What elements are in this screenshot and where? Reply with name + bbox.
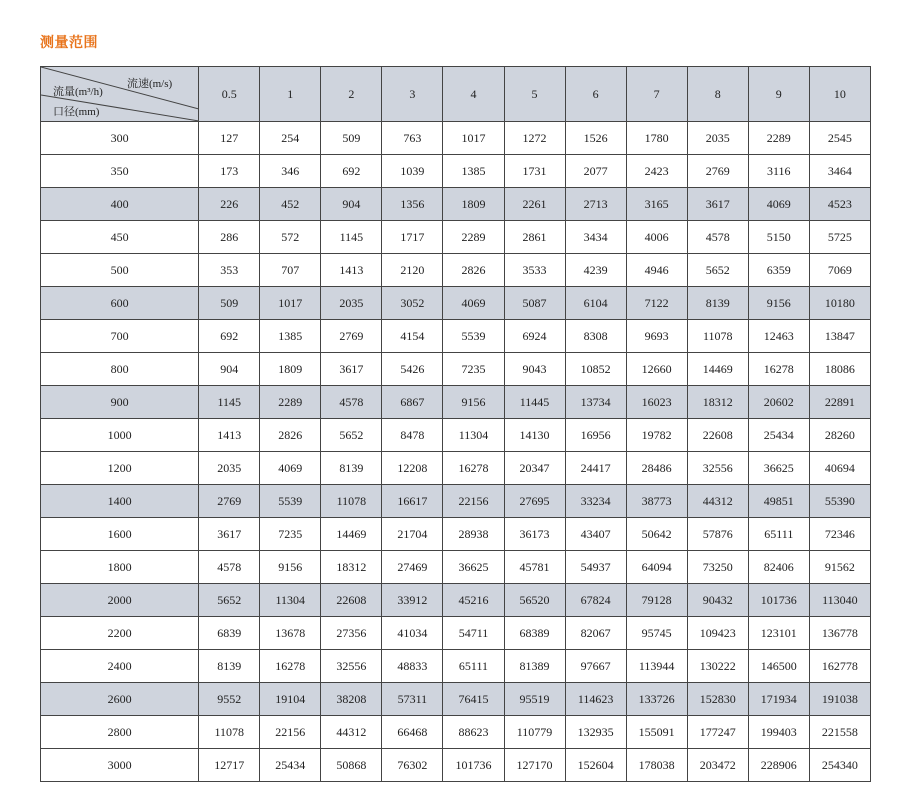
velocity-header-cell: 1 xyxy=(260,67,321,122)
table-row xyxy=(41,386,871,419)
flow-value-cell: 36173 xyxy=(504,518,565,551)
flow-value-cell: 67824 xyxy=(565,584,626,617)
flow-value-cell: 25434 xyxy=(260,749,321,782)
velocity-header-cell: 9 xyxy=(748,67,809,122)
flow-value-cell: 7235 xyxy=(443,353,504,386)
flow-value-cell: 904 xyxy=(321,188,382,221)
flow-value-cell: 22608 xyxy=(321,584,382,617)
flow-value-cell: 45216 xyxy=(443,584,504,617)
flow-value-cell: 76302 xyxy=(382,749,443,782)
flow-value-cell: 65111 xyxy=(443,650,504,683)
flow-value-cell: 45781 xyxy=(504,551,565,584)
table-row xyxy=(41,650,871,683)
table-row xyxy=(41,716,871,749)
table-row xyxy=(41,683,871,716)
flow-value-cell: 2261 xyxy=(504,188,565,221)
flow-value-cell: 43407 xyxy=(565,518,626,551)
flow-value-cell: 1413 xyxy=(199,419,260,452)
flow-value-cell: 114623 xyxy=(565,683,626,716)
flow-value-cell: 1272 xyxy=(504,122,565,155)
table-row xyxy=(41,584,871,617)
diameter-cell: 400 xyxy=(41,188,199,221)
velocity-header-cell: 7 xyxy=(626,67,687,122)
flow-value-cell: 178038 xyxy=(626,749,687,782)
flow-value-cell: 904 xyxy=(199,353,260,386)
flow-value-cell: 32556 xyxy=(321,650,382,683)
flow-value-cell: 3617 xyxy=(687,188,748,221)
flow-value-cell: 155091 xyxy=(626,716,687,749)
flow-value-cell: 66468 xyxy=(382,716,443,749)
flow-value-cell: 226 xyxy=(199,188,260,221)
flow-value-cell: 21704 xyxy=(382,518,443,551)
diameter-cell: 2800 xyxy=(41,716,199,749)
flow-value-cell: 4154 xyxy=(382,320,443,353)
velocity-header-cell: 5 xyxy=(504,67,565,122)
flow-value-cell: 9043 xyxy=(504,353,565,386)
flow-value-cell: 7122 xyxy=(626,287,687,320)
flow-value-cell: 20347 xyxy=(504,452,565,485)
flow-value-cell: 2035 xyxy=(199,452,260,485)
flow-value-cell: 221558 xyxy=(809,716,870,749)
flow-value-cell: 11078 xyxy=(321,485,382,518)
flow-value-cell: 113040 xyxy=(809,584,870,617)
flow-value-cell: 27356 xyxy=(321,617,382,650)
flow-value-cell: 11445 xyxy=(504,386,565,419)
flow-value-cell: 3533 xyxy=(504,254,565,287)
flow-value-cell: 38773 xyxy=(626,485,687,518)
diameter-axis-label: 口径(mm) xyxy=(53,106,100,118)
flow-value-cell: 16278 xyxy=(748,353,809,386)
flow-value-cell: 127 xyxy=(199,122,260,155)
flow-value-cell: 1809 xyxy=(260,353,321,386)
table-row xyxy=(41,155,871,188)
flow-value-cell: 1145 xyxy=(199,386,260,419)
flow-value-cell: 1385 xyxy=(260,320,321,353)
diameter-cell: 1400 xyxy=(41,485,199,518)
flow-value-cell: 171934 xyxy=(748,683,809,716)
flow-value-cell: 5652 xyxy=(687,254,748,287)
flow-value-cell: 2289 xyxy=(748,122,809,155)
flow-value-cell: 152604 xyxy=(565,749,626,782)
flow-value-cell: 4523 xyxy=(809,188,870,221)
flow-value-cell: 4946 xyxy=(626,254,687,287)
flow-value-cell: 16278 xyxy=(443,452,504,485)
flow-value-cell: 1039 xyxy=(382,155,443,188)
flow-value-cell: 12208 xyxy=(382,452,443,485)
flow-value-cell: 9693 xyxy=(626,320,687,353)
flow-value-cell: 123101 xyxy=(748,617,809,650)
flow-value-cell: 452 xyxy=(260,188,321,221)
flow-value-cell: 14469 xyxy=(321,518,382,551)
flow-value-cell: 2077 xyxy=(565,155,626,188)
flow-value-cell: 4578 xyxy=(687,221,748,254)
flow-value-cell: 5150 xyxy=(748,221,809,254)
flow-value-cell: 8139 xyxy=(199,650,260,683)
flow-value-cell: 11304 xyxy=(260,584,321,617)
flow-value-cell: 1526 xyxy=(565,122,626,155)
flow-value-cell: 127170 xyxy=(504,749,565,782)
flow-value-cell: 136778 xyxy=(809,617,870,650)
flow-value-cell: 40694 xyxy=(809,452,870,485)
flow-value-cell: 28486 xyxy=(626,452,687,485)
flow-value-cell: 2769 xyxy=(687,155,748,188)
flow-value-cell: 177247 xyxy=(687,716,748,749)
flow-value-cell: 44312 xyxy=(321,716,382,749)
flow-value-cell: 95519 xyxy=(504,683,565,716)
flow-value-cell: 4239 xyxy=(565,254,626,287)
velocity-header-cell: 0.5 xyxy=(199,67,260,122)
flow-value-cell: 27695 xyxy=(504,485,565,518)
flow-value-cell: 20602 xyxy=(748,386,809,419)
flow-value-cell: 54937 xyxy=(565,551,626,584)
flow-value-cell: 13678 xyxy=(260,617,321,650)
table-row xyxy=(41,617,871,650)
flow-value-cell: 68389 xyxy=(504,617,565,650)
flow-value-cell: 55390 xyxy=(809,485,870,518)
flow-value-cell: 2769 xyxy=(199,485,260,518)
flow-value-cell: 3052 xyxy=(382,287,443,320)
flow-value-cell: 5652 xyxy=(199,584,260,617)
flow-value-cell: 109423 xyxy=(687,617,748,650)
flow-value-cell: 22608 xyxy=(687,419,748,452)
flow-value-cell: 11304 xyxy=(443,419,504,452)
table-row xyxy=(41,518,871,551)
table-row xyxy=(41,485,871,518)
flow-value-cell: 3617 xyxy=(321,353,382,386)
flow-value-cell: 28260 xyxy=(809,419,870,452)
flow-value-cell: 4006 xyxy=(626,221,687,254)
flow-value-cell: 14469 xyxy=(687,353,748,386)
flow-value-cell: 3116 xyxy=(748,155,809,188)
flow-value-cell: 16278 xyxy=(260,650,321,683)
table-row xyxy=(41,254,871,287)
flow-value-cell: 56520 xyxy=(504,584,565,617)
flow-value-cell: 22156 xyxy=(260,716,321,749)
velocity-header-cell: 4 xyxy=(443,67,504,122)
flow-value-cell: 90432 xyxy=(687,584,748,617)
flow-value-cell: 9156 xyxy=(260,551,321,584)
diameter-cell: 1800 xyxy=(41,551,199,584)
flow-value-cell: 33912 xyxy=(382,584,443,617)
flow-value-cell: 50868 xyxy=(321,749,382,782)
diameter-cell: 300 xyxy=(41,122,199,155)
velocity-axis-label: 流速(m/s) xyxy=(126,78,173,90)
flow-value-cell: 13847 xyxy=(809,320,870,353)
flow-value-cell: 2289 xyxy=(260,386,321,419)
flow-value-cell: 6839 xyxy=(199,617,260,650)
flow-value-cell: 707 xyxy=(260,254,321,287)
flow-value-cell: 110779 xyxy=(504,716,565,749)
flow-value-cell: 28938 xyxy=(443,518,504,551)
diameter-cell: 3000 xyxy=(41,749,199,782)
flow-value-cell: 1731 xyxy=(504,155,565,188)
header-row xyxy=(41,67,871,122)
flow-value-cell: 19104 xyxy=(260,683,321,716)
flow-value-cell: 2826 xyxy=(443,254,504,287)
flow-value-cell: 5426 xyxy=(382,353,443,386)
flow-value-cell: 254 xyxy=(260,122,321,155)
flow-value-cell: 5539 xyxy=(260,485,321,518)
flow-value-cell: 146500 xyxy=(748,650,809,683)
flow-value-cell: 1809 xyxy=(443,188,504,221)
flow-value-cell: 73250 xyxy=(687,551,748,584)
flow-value-cell: 88623 xyxy=(443,716,504,749)
flow-value-cell: 76415 xyxy=(443,683,504,716)
flow-value-cell: 72346 xyxy=(809,518,870,551)
table-row xyxy=(41,419,871,452)
flow-value-cell: 33234 xyxy=(565,485,626,518)
flow-value-cell: 1413 xyxy=(321,254,382,287)
flow-value-cell: 13734 xyxy=(565,386,626,419)
flow-value-cell: 79128 xyxy=(626,584,687,617)
diameter-cell: 350 xyxy=(41,155,199,188)
flow-value-cell: 509 xyxy=(321,122,382,155)
flow-value-cell: 5652 xyxy=(321,419,382,452)
table-row xyxy=(41,749,871,782)
flow-value-cell: 10852 xyxy=(565,353,626,386)
velocity-header-cell: 6 xyxy=(565,67,626,122)
diameter-cell: 600 xyxy=(41,287,199,320)
flow-value-cell: 11078 xyxy=(199,716,260,749)
table-body xyxy=(41,122,871,782)
flow-value-cell: 2826 xyxy=(260,419,321,452)
flow-value-cell: 44312 xyxy=(687,485,748,518)
flow-value-cell: 9552 xyxy=(199,683,260,716)
flow-value-cell: 132935 xyxy=(565,716,626,749)
flow-value-cell: 91562 xyxy=(809,551,870,584)
flow-value-cell: 113944 xyxy=(626,650,687,683)
flow-value-cell: 4578 xyxy=(321,386,382,419)
table-row xyxy=(41,122,871,155)
flow-value-cell: 3165 xyxy=(626,188,687,221)
flow-value-cell: 36625 xyxy=(748,452,809,485)
flow-value-cell: 254340 xyxy=(809,749,870,782)
flow-value-cell: 6924 xyxy=(504,320,565,353)
flow-value-cell: 162778 xyxy=(809,650,870,683)
table-row xyxy=(41,353,871,386)
flow-value-cell: 509 xyxy=(199,287,260,320)
flow-value-cell: 692 xyxy=(199,320,260,353)
flow-value-cell: 3617 xyxy=(199,518,260,551)
flow-value-cell: 1385 xyxy=(443,155,504,188)
flow-value-cell: 1017 xyxy=(260,287,321,320)
velocity-header-cell: 2 xyxy=(321,67,382,122)
diameter-cell: 2600 xyxy=(41,683,199,716)
flow-value-cell: 10180 xyxy=(809,287,870,320)
flow-value-cell: 3464 xyxy=(809,155,870,188)
flow-value-cell: 38208 xyxy=(321,683,382,716)
flow-value-cell: 16617 xyxy=(382,485,443,518)
flow-value-cell: 4069 xyxy=(443,287,504,320)
velocity-header-cell: 3 xyxy=(382,67,443,122)
flow-value-cell: 228906 xyxy=(748,749,809,782)
flow-value-cell: 19782 xyxy=(626,419,687,452)
flow-value-cell: 25434 xyxy=(748,419,809,452)
flow-value-cell: 7069 xyxy=(809,254,870,287)
flow-value-cell: 36625 xyxy=(443,551,504,584)
flow-value-cell: 1017 xyxy=(443,122,504,155)
flow-value-cell: 2423 xyxy=(626,155,687,188)
flow-value-cell: 1717 xyxy=(382,221,443,254)
velocity-header-cell: 8 xyxy=(687,67,748,122)
section-title: 测量范围 xyxy=(40,35,98,51)
flow-value-cell: 12463 xyxy=(748,320,809,353)
flow-value-cell: 8139 xyxy=(321,452,382,485)
flow-value-cell: 57876 xyxy=(687,518,748,551)
flow-value-cell: 82406 xyxy=(748,551,809,584)
diameter-cell: 1600 xyxy=(41,518,199,551)
flow-value-cell: 763 xyxy=(382,122,443,155)
table-row xyxy=(41,188,871,221)
flow-value-cell: 64094 xyxy=(626,551,687,584)
flow-value-cell: 65111 xyxy=(748,518,809,551)
flow-value-cell: 82067 xyxy=(565,617,626,650)
flow-value-cell: 24417 xyxy=(565,452,626,485)
flow-value-cell: 199403 xyxy=(748,716,809,749)
corner-header-cell xyxy=(41,67,199,122)
flow-value-cell: 286 xyxy=(199,221,260,254)
flow-value-cell: 27469 xyxy=(382,551,443,584)
diameter-cell: 500 xyxy=(41,254,199,287)
flow-value-cell: 101736 xyxy=(748,584,809,617)
flow-value-cell: 54711 xyxy=(443,617,504,650)
flow-axis-label: 流量(m³/h) xyxy=(53,86,103,98)
diameter-cell: 2000 xyxy=(41,584,199,617)
flow-value-cell: 4578 xyxy=(199,551,260,584)
table-row xyxy=(41,287,871,320)
flow-value-cell: 11078 xyxy=(687,320,748,353)
flow-value-cell: 7235 xyxy=(260,518,321,551)
flow-value-cell: 2861 xyxy=(504,221,565,254)
flow-value-cell: 130222 xyxy=(687,650,748,683)
flow-value-cell: 22156 xyxy=(443,485,504,518)
flow-value-cell: 4069 xyxy=(260,452,321,485)
flow-value-cell: 2769 xyxy=(321,320,382,353)
flow-value-cell: 18312 xyxy=(687,386,748,419)
flow-value-cell: 2120 xyxy=(382,254,443,287)
flow-value-cell: 353 xyxy=(199,254,260,287)
table-row xyxy=(41,452,871,485)
flow-value-cell: 18086 xyxy=(809,353,870,386)
flow-value-cell: 18312 xyxy=(321,551,382,584)
diameter-cell: 2400 xyxy=(41,650,199,683)
flow-value-cell: 50642 xyxy=(626,518,687,551)
flow-value-cell: 16956 xyxy=(565,419,626,452)
diameter-cell: 2200 xyxy=(41,617,199,650)
flow-value-cell: 14130 xyxy=(504,419,565,452)
flow-value-cell: 152830 xyxy=(687,683,748,716)
flow-value-cell: 101736 xyxy=(443,749,504,782)
flow-value-cell: 692 xyxy=(321,155,382,188)
measurement-range-table xyxy=(40,66,871,782)
flow-value-cell: 9156 xyxy=(748,287,809,320)
flow-value-cell: 22891 xyxy=(809,386,870,419)
flow-value-cell: 133726 xyxy=(626,683,687,716)
flow-value-cell: 2545 xyxy=(809,122,870,155)
flow-value-cell: 2035 xyxy=(687,122,748,155)
flow-value-cell: 8139 xyxy=(687,287,748,320)
diameter-cell: 900 xyxy=(41,386,199,419)
flow-value-cell: 191038 xyxy=(809,683,870,716)
flow-value-cell: 1356 xyxy=(382,188,443,221)
flow-value-cell: 3434 xyxy=(565,221,626,254)
flow-value-cell: 81389 xyxy=(504,650,565,683)
flow-value-cell: 2713 xyxy=(565,188,626,221)
flow-value-cell: 8478 xyxy=(382,419,443,452)
flow-value-cell: 49851 xyxy=(748,485,809,518)
flow-value-cell: 97667 xyxy=(565,650,626,683)
diameter-cell: 800 xyxy=(41,353,199,386)
diameter-cell: 450 xyxy=(41,221,199,254)
flow-value-cell: 2289 xyxy=(443,221,504,254)
table-row xyxy=(41,320,871,353)
flow-value-cell: 16023 xyxy=(626,386,687,419)
flow-value-cell: 48833 xyxy=(382,650,443,683)
flow-value-cell: 5725 xyxy=(809,221,870,254)
flow-value-cell: 12660 xyxy=(626,353,687,386)
flow-value-cell: 1780 xyxy=(626,122,687,155)
diameter-cell: 1200 xyxy=(41,452,199,485)
velocity-header-cell: 10 xyxy=(809,67,870,122)
diameter-cell: 700 xyxy=(41,320,199,353)
diameter-cell: 1000 xyxy=(41,419,199,452)
flow-value-cell: 41034 xyxy=(382,617,443,650)
flow-value-cell: 32556 xyxy=(687,452,748,485)
flow-value-cell: 5087 xyxy=(504,287,565,320)
flow-value-cell: 572 xyxy=(260,221,321,254)
flow-value-cell: 346 xyxy=(260,155,321,188)
flow-value-cell: 95745 xyxy=(626,617,687,650)
flow-value-cell: 57311 xyxy=(382,683,443,716)
flow-value-cell: 173 xyxy=(199,155,260,188)
flow-value-cell: 6359 xyxy=(748,254,809,287)
flow-value-cell: 4069 xyxy=(748,188,809,221)
flow-value-cell: 8308 xyxy=(565,320,626,353)
flow-value-cell: 12717 xyxy=(199,749,260,782)
flow-value-cell: 203472 xyxy=(687,749,748,782)
flow-value-cell: 5539 xyxy=(443,320,504,353)
flow-value-cell: 6867 xyxy=(382,386,443,419)
flow-value-cell: 1145 xyxy=(321,221,382,254)
flow-value-cell: 2035 xyxy=(321,287,382,320)
table-row xyxy=(41,221,871,254)
table-row xyxy=(41,551,871,584)
flow-value-cell: 9156 xyxy=(443,386,504,419)
flow-value-cell: 6104 xyxy=(565,287,626,320)
